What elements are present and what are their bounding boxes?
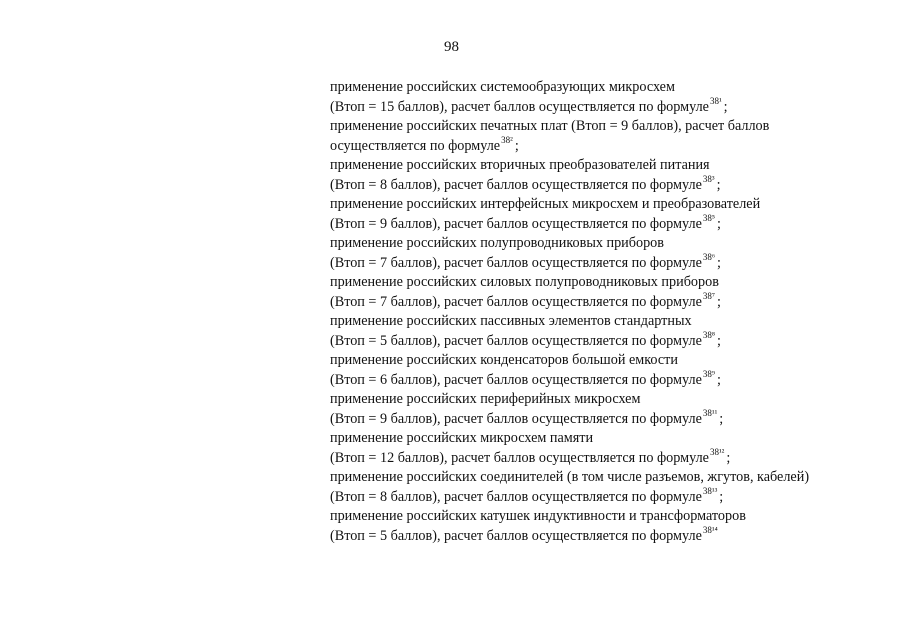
entry-title-line: применение российских конденсаторов большой емкости: [330, 352, 678, 368]
entry-title-line: применение российских печатных плат (Втоп = 9 баллов), расчет баллов: [330, 118, 770, 134]
entry-formula-text: (Втоп = 9 баллов), расчет баллов осуществляется по формуле: [330, 410, 702, 427]
entry-formula-text: (Втоп = 9 баллов), расчет баллов осуществляется по формуле: [330, 215, 702, 232]
entry-title-line: применение российских катушек индуктивности и трансформаторов: [330, 508, 746, 524]
entry-formula-line: [330, 485, 870, 508]
entry-formula-line: [330, 290, 870, 313]
entry-terminator: ;: [723, 98, 728, 115]
formula-reference: 38⁸: [702, 329, 716, 340]
entry-title-line: применение российских микросхем памяти: [330, 430, 594, 446]
entry-formula-text: (Втоп = 6 баллов), расчет баллов осуществляется по формуле: [330, 371, 702, 388]
entry-formula-text: (Втоп = 7 баллов), расчет баллов осуществляется по формуле: [330, 293, 702, 310]
page-number: 98: [444, 39, 459, 55]
entry-title-line: применение российских силовых полупроводниковых приборов: [330, 274, 719, 290]
entry-terminator: ;: [717, 293, 721, 310]
entry-terminator: ;: [726, 449, 731, 466]
formula-reference: 38¹: [709, 95, 722, 106]
formula-reference: 38²: [501, 134, 513, 145]
formula-reference: 38³: [702, 173, 715, 184]
entry-formula-line: [330, 134, 870, 157]
formula-reference: 38¹¹: [702, 407, 718, 418]
entry-terminator: ;: [717, 371, 721, 388]
entry-title-line: применение российских системообразующих микросхем: [330, 79, 675, 95]
entry-formula-text: (Втоп = 8 баллов), расчет баллов осуществляется по формуле: [330, 488, 702, 505]
entry-formula-text: осуществляется по формуле: [330, 137, 501, 154]
entry-formula-text: (Втоп = 15 баллов), расчет баллов осуществляется по формуле: [330, 98, 709, 115]
entry-title-line: применение российских периферийных микросхем: [330, 391, 641, 407]
entry-formula-line: [330, 329, 870, 352]
entry-title-line: применение российских пассивных элементов стандартных: [330, 313, 692, 329]
entry-terminator: ;: [719, 410, 724, 427]
entry-terminator: ;: [716, 176, 721, 193]
entry-terminator: ;: [719, 488, 724, 505]
entry-terminator: ;: [514, 137, 519, 154]
body-text: [330, 78, 870, 546]
formula-reference: 38⁶: [702, 251, 716, 262]
entry-formula-text: (Втоп = 5 баллов), расчет баллов осуществляется по формуле: [330, 332, 702, 349]
entry-terminator: ;: [717, 332, 721, 349]
formula-reference: 38⁵: [702, 212, 716, 223]
formula-reference: 38⁷: [702, 290, 716, 301]
entry-formula-text: (Втоп = 7 баллов), расчет баллов осуществляется по формуле: [330, 254, 702, 271]
entry-title-line: применение российских полупроводниковых приборов: [330, 235, 664, 251]
entry-title-line: применение российских соединителей (в том числе разъемов, жгутов, кабелей): [330, 469, 810, 485]
formula-reference: 38⁹: [702, 368, 716, 379]
formula-reference: 38¹⁴: [702, 524, 718, 535]
entry-title-line: применение российских вторичных преобразователей питания: [330, 157, 710, 173]
entry-formula-text: (Втоп = 5 баллов), расчет баллов осуществляется по формуле: [330, 527, 702, 544]
entry-formula-line: [330, 212, 870, 235]
entry-formula-line: [330, 407, 870, 430]
entry-formula-text: (Втоп = 8 баллов), расчет баллов осуществляется по формуле: [330, 176, 702, 193]
entry-formula-text: (Втоп = 12 баллов), расчет баллов осуществляется по формуле: [330, 449, 709, 466]
entry-formula-line: [330, 95, 870, 118]
entry-title-line: применение российских интерфейсных микросхем и преобразователей: [330, 196, 761, 212]
entry-formula-line: [330, 446, 870, 469]
entry-formula-line: [330, 251, 870, 274]
entry-formula-line: [330, 368, 870, 391]
formula-reference: 38¹²: [709, 446, 725, 457]
entry-terminator: ;: [717, 254, 721, 271]
entry-terminator: ;: [717, 215, 721, 232]
formula-reference: 38¹³: [702, 485, 718, 496]
entry-formula-line: [330, 173, 870, 196]
entry-formula-line: [330, 524, 870, 547]
